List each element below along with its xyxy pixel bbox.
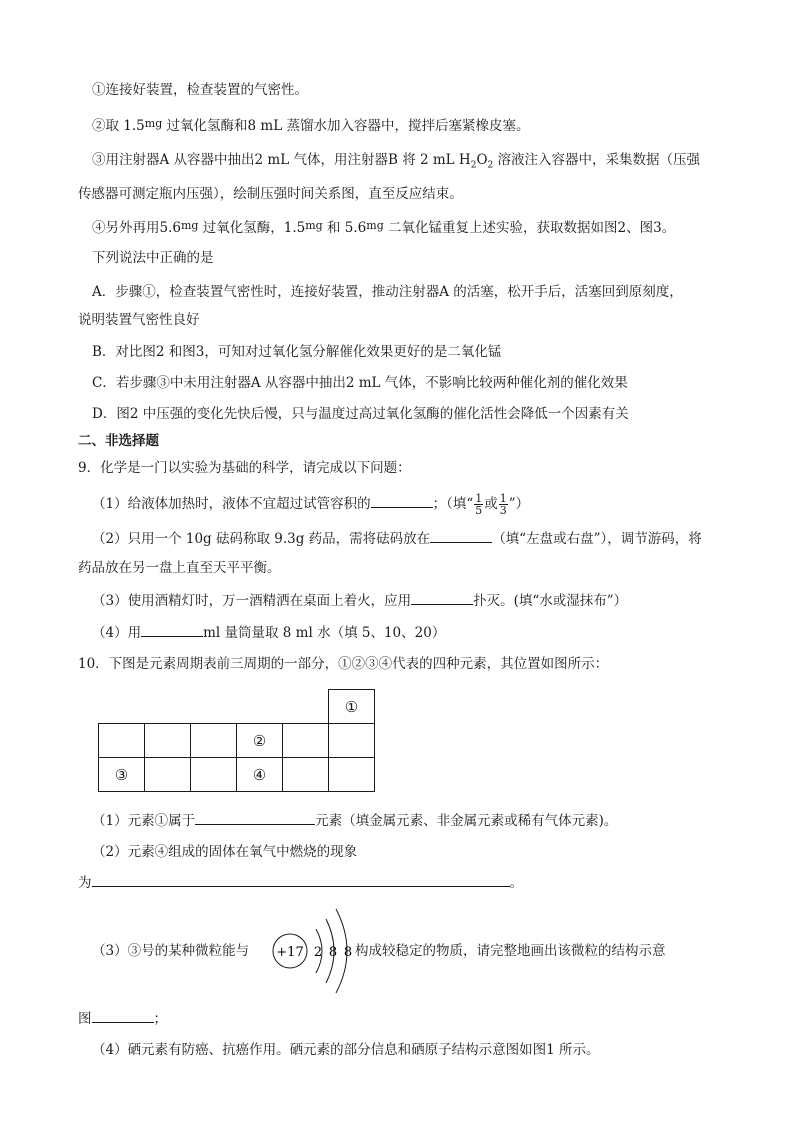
q9-p4-pre: （4）用 bbox=[92, 625, 142, 641]
q10-p1-pre: （1）元素①属于 bbox=[92, 813, 196, 829]
option-d bbox=[92, 404, 629, 424]
step-3-pre: ③用注射器A 从容器中抽出2 mL 气体，用注射器B 将 2 mL H bbox=[92, 152, 471, 168]
q9-p1-mid: ；（填“ bbox=[432, 496, 474, 512]
nucleus-charge: +17 bbox=[276, 945, 304, 960]
step-2-post: 过氧化氢酶和8 mL 蒸馏水加入容器中，搅拌后塞紧橡皮塞。 bbox=[162, 118, 530, 134]
fraction-one-fifth bbox=[474, 493, 483, 516]
periodic-table-fragment bbox=[98, 689, 375, 792]
q9-part1 bbox=[92, 490, 529, 518]
q10-p3-line2-pre: 图 bbox=[78, 1011, 92, 1027]
q9-p2-pre: （2）只用一个 10g 砝码称取 9.3g 药品，需将砝码放在 bbox=[92, 531, 431, 547]
q10-p3-pre-text: （3）③号的某种微粒能与 bbox=[92, 943, 250, 959]
q9-p1-pre: （1）给液体加热时，液体不宜超过试管容积的 bbox=[92, 496, 371, 512]
step-1 bbox=[92, 80, 308, 100]
step-2-unit: mg bbox=[144, 117, 163, 130]
frac1-den: 5 bbox=[475, 504, 483, 517]
cell-element-3: ③ bbox=[99, 758, 145, 792]
q9-p3-pre: （3）使用酒精灯时，万一酒精洒在桌面上着火，应用 bbox=[92, 593, 412, 609]
step-3-sub1: 2 bbox=[470, 160, 477, 171]
step-4-unit2: mg bbox=[305, 219, 323, 232]
cell-element-1: ① bbox=[329, 690, 375, 724]
q10-part4 bbox=[92, 1040, 599, 1060]
step-2-pre: ②取 1.5 bbox=[92, 118, 145, 134]
atom-structure-diagram bbox=[270, 905, 360, 997]
shell-electrons-3: 8 bbox=[343, 945, 353, 960]
q10-part3-line2 bbox=[78, 1008, 167, 1029]
shell-electrons-2: 8 bbox=[328, 945, 338, 960]
step-4 bbox=[92, 216, 675, 238]
q10-part1 bbox=[92, 810, 617, 831]
step-4-d: 二氧化锰重复上述实验，获取数据如图2、图3。 bbox=[383, 220, 676, 236]
q9-p2-line2-text: 药品放在另一盘上直至天平平衡。 bbox=[78, 560, 281, 576]
step-4-unit3: mg bbox=[366, 219, 384, 232]
option-c bbox=[92, 373, 628, 393]
step-4-c: 和 5.6 bbox=[322, 220, 367, 236]
option-a-text: A．步骤①，检查装置气密性时，连接好装置，推动注射器A 的活塞，松开手后，活塞回到原刻度， bbox=[92, 284, 683, 300]
cell-element-4: ④ bbox=[237, 758, 283, 792]
option-a-text-2: 说明装置气密性良好 bbox=[78, 312, 200, 328]
section-title-text: 二、非选择题 bbox=[78, 433, 159, 449]
option-b-text: B．对比图2 和图3，可知对过氧化氢分解催化效果更好的是二氧化锰 bbox=[92, 344, 502, 360]
q10-stem-text: 10．下图是元素周期表前三周期的一部分，①②③④代表的四种元素，其位置如图所示： bbox=[78, 656, 609, 672]
q10-part3-post bbox=[355, 941, 666, 961]
fraction-one-third bbox=[499, 493, 508, 516]
q9-p1-end: ”） bbox=[508, 496, 530, 512]
q9-p2-blank[interactable] bbox=[430, 528, 492, 543]
step-3-line2-text: 传感器可测定瓶内压强），绘制压强时间关系图，直至反应结束。 bbox=[78, 186, 463, 202]
q9-part3 bbox=[92, 590, 627, 611]
frac1-num: 1 bbox=[475, 492, 483, 505]
question-prompt bbox=[92, 248, 214, 268]
q10-p2-blank[interactable] bbox=[92, 872, 510, 887]
q9-p3-post: 扑灭。(填“水或湿抹布”） bbox=[473, 593, 628, 609]
step-4-a: ④另外再用5.6 bbox=[92, 220, 181, 236]
step-3-line1 bbox=[92, 150, 700, 176]
step-3-line2 bbox=[78, 184, 463, 204]
q10-p3-blank[interactable] bbox=[92, 1008, 154, 1023]
question-prompt-text: 下列说法中正确的是 bbox=[92, 250, 214, 266]
step-2 bbox=[92, 114, 529, 136]
step-4-b: 过氧化氢酶，1.5 bbox=[198, 220, 306, 236]
q9-part2-line2 bbox=[78, 558, 281, 578]
q10-part2-line2 bbox=[78, 872, 523, 893]
step-3-post: 溶液注入容器中，采集数据（压强 bbox=[493, 152, 701, 168]
option-c-text: C．若步骤③中未用注射器A 从容器中抽出2 mL 气体，不影响比较两种催化剂的催化效果 bbox=[92, 375, 628, 391]
q10-part2 bbox=[92, 842, 357, 862]
q10-p1-post: 元素（填金属元素、非金属元素或稀有气体元素)。 bbox=[315, 813, 618, 829]
q9-part4 bbox=[92, 622, 445, 643]
option-a-line1 bbox=[92, 282, 683, 302]
q9-stem bbox=[78, 458, 411, 478]
q10-p4-text: （4）硒元素有防癌、抗癌作用。硒元素的部分信息和硒原子结构示意图如图1 所示。 bbox=[92, 1042, 600, 1058]
shell-electrons-1: 2 bbox=[313, 945, 323, 960]
q10-stem bbox=[78, 654, 608, 674]
section-title bbox=[78, 431, 159, 451]
option-b bbox=[92, 342, 501, 362]
frac2-den: 3 bbox=[499, 504, 507, 517]
cell-element-2: ② bbox=[237, 724, 283, 758]
q9-p2-post: （填“左盘或右盘”），调节游码，将 bbox=[492, 531, 702, 547]
option-a-line2 bbox=[78, 310, 200, 330]
q10-p2-line2-post: 。 bbox=[509, 875, 523, 891]
q9-part2 bbox=[92, 528, 702, 549]
q9-p4-blank[interactable] bbox=[141, 622, 203, 637]
q10-p2-text: （2）元素④组成的固体在氧气中燃烧的现象 bbox=[92, 844, 358, 860]
step-3-sub2: 2 bbox=[487, 160, 494, 171]
q10-p3-line2-post: ； bbox=[153, 1011, 167, 1027]
q9-p1-blank[interactable] bbox=[371, 493, 433, 508]
frac2-num: 1 bbox=[499, 492, 507, 505]
q10-p1-blank[interactable] bbox=[195, 810, 315, 825]
q9-p3-blank[interactable] bbox=[411, 590, 473, 605]
q10-p2-line2-pre: 为 bbox=[78, 875, 92, 891]
step-3-mid: O bbox=[476, 152, 488, 168]
q10-part3-pre bbox=[92, 941, 249, 961]
option-d-text: D．图2 中压强的变化先快后慢，只与温度过高过氧化氢酶的催化活性会降低一个因素有关 bbox=[92, 406, 629, 422]
q9-p1-or: 或 bbox=[484, 496, 498, 512]
step-4-unit1: mg bbox=[180, 219, 199, 232]
q9-p4-post: ml 量筒量取 8 ml 水（填 5、10、20） bbox=[203, 625, 446, 641]
q10-p3-post-text: 构成较稳定的物质，请完整地画出该微粒的结构示意 bbox=[355, 943, 666, 959]
step-1-text: ①连接好装置，检查装置的气密性。 bbox=[92, 82, 308, 98]
q9-stem-text: 9．化学是一门以实验为基础的科学，请完成以下问题： bbox=[78, 460, 411, 476]
